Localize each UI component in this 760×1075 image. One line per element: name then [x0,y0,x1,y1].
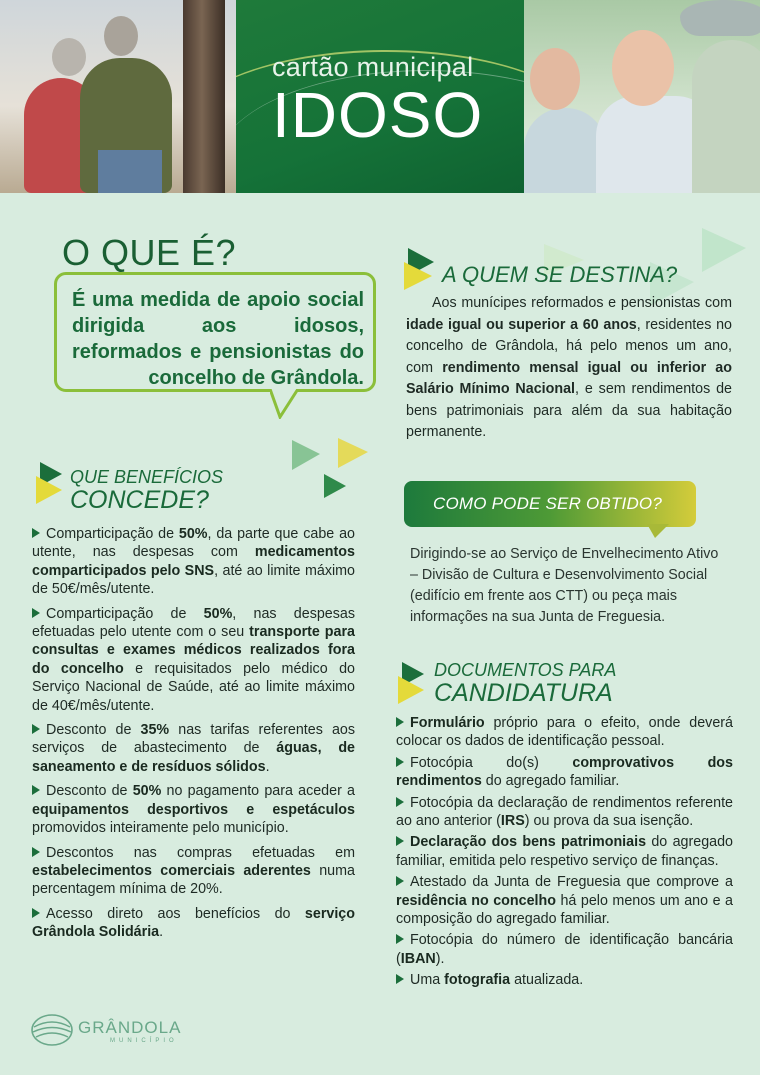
bullet-arrow-icon [32,908,40,918]
list-item [396,833,733,870]
bold-text: IRS [500,813,525,830]
text-segment: . [265,758,270,775]
list-item [396,754,733,791]
bold-text: rendimento mensal igual ou inferior ao Salário Mínimo Nacional [406,359,732,397]
bold-text: Formulário [410,715,485,731]
list-item [32,905,355,942]
text-segment: , residentes no concelho de Grândola, há pelo menos um ano, com [406,316,732,376]
bullet-arrow-icon [32,608,40,618]
obtain-text: Dirigindo-se ao Serviço de Envelhecimento Ativo – Divisão de Cultura e Desenvolvimento Social (edifício em frente aos CTT) ou peça mais informações na sua Junta de Freguesia. [410,546,719,625]
text-segment: Comparticipação de [46,605,204,622]
bold-text: 50% [203,605,233,622]
banner-tail [647,524,671,540]
list-item [32,605,355,715]
text-segment: e requisitados pelo médico do Serviço Nacional de Saúde, até ao limite máximo de 40€/mês/utente. [32,660,355,714]
text-segment: , até ao limite máximo de 50€/mês/utente. [32,562,355,598]
text-segment: Uma [410,972,445,989]
triangle-bullet-icon [36,462,66,506]
text-segment: , nas despesas efetuadas pelo utente com o seu [32,605,356,641]
bullet-arrow-icon [396,934,404,944]
text-segment: no pagamento para aceder a [161,783,355,800]
documents-title-big: CANDIDATURA [434,679,613,707]
bold-text: medicamentos comparticipados pelo SNS [32,544,355,579]
bullet-arrow-icon [396,836,404,846]
text-segment: Fotocópia do(s) [410,754,573,771]
benefits-title-big: CONCEDE? [70,486,209,514]
bold-text: fotografia [444,972,511,989]
bold-text: serviço Grândola Solidária [32,905,355,941]
text-segment: Descontos nas compras efetuadas em [46,844,355,861]
documents-list [396,714,733,993]
text-segment: , da parte que cabe ao utente, nas despesas com [32,526,355,561]
text-segment: Fotocópia da declaração de rendimentos referente ao ano anterior ( [396,794,733,830]
bold-text: IBAN [400,950,436,967]
bullet-arrow-icon [32,528,40,538]
text-segment: nas tarifas referentes aos serviços de abastecimento de [32,722,356,757]
text-segment: numa percentagem mínima de 20%. [32,862,355,898]
header-banner [0,0,760,193]
bullet-arrow-icon [396,974,404,984]
triangle-bullet-icon [398,662,428,706]
text-segment: do agregado familiar, emitida pelo respetivo serviço de finanças. [396,834,733,869]
list-item [396,794,733,831]
bold-text: Declaração dos bens patrimoniais [410,834,647,851]
card-title: IDOSO [272,79,484,151]
text-segment: Comparticipação de [46,526,179,542]
bold-text: águas, de saneamento e de resíduos sólidos [32,740,355,775]
bullet-arrow-icon [32,724,40,734]
text-segment: . [159,924,164,941]
obtain-title: COMO PODE SER OBTIDO? [433,494,663,513]
text-segment: ). [435,950,445,967]
bullet-arrow-icon [32,785,40,795]
list-item [396,931,733,968]
speech-bubble-tail [270,389,304,419]
text-segment: ) ou prova da sua isenção. [524,813,694,830]
triangle-decoration-icon [290,436,380,502]
triangle-bullet-icon [404,248,438,292]
benefits-list [32,525,355,948]
bold-text: 50% [178,526,208,542]
logo-name: GRÂNDOLA [78,1018,182,1037]
bold-text: 35% [140,722,170,739]
text-segment: Desconto de [46,783,133,800]
list-item [396,873,733,928]
bold-text: transporte para consultas e exames médicos realizados fora do concelho [32,624,355,677]
documents-title-small: DOCUMENTOS PARA [434,660,617,680]
list-item [396,971,733,989]
text-segment: , e sem rendimentos de bens patrimoniais para além da sua habitação permanente. [406,381,732,440]
card-subtitle: cartão municipal [272,52,474,82]
list-item [32,844,355,899]
text-segment: Aos munícipes reformados e pensionistas com [432,295,732,311]
text-segment: Desconto de [46,722,141,739]
who-text [406,293,732,444]
couple-photo [0,0,236,193]
bold-text: 50% [132,783,162,800]
logo-subtitle: MUNICÍPIO [110,1038,178,1044]
bullet-arrow-icon [396,876,404,886]
bold-text: estabelecimentos comerciais aderentes [32,862,311,879]
elderly-men-photo [524,0,760,193]
bullet-arrow-icon [396,717,404,727]
bullet-arrow-icon [396,757,404,767]
text-segment: Acesso direto aos benefícios do [46,905,305,922]
grandola-logo-icon [30,1013,74,1047]
bold-text: residência no concelho [396,892,556,909]
list-item [32,782,355,837]
text-segment: próprio para o efeito, onde deverá colocar os dados de identificação pessoal. [396,715,733,750]
bullet-arrow-icon [32,847,40,857]
text-segment: Atestado da Junta de Freguesia que comprove a [410,874,733,891]
bold-text: equipamentos desportivos e espetáculos [32,801,355,818]
bold-text: idade igual ou superior a 60 anos [406,316,637,333]
list-item [32,525,355,599]
what-is-title: O QUE É? [62,232,237,273]
bullet-arrow-icon [396,797,404,807]
text-segment: do agregado familiar. [481,773,620,790]
text-segment: há pelo menos um ano e a composição do agregado familiar. [396,892,733,928]
text-segment: promovidos inteiramente pelo município. [32,820,289,837]
benefits-title-small: QUE BENEFÍCIOS [70,467,224,487]
text-segment: atualizada. [510,972,584,989]
text-segment: Fotocópia do número de identificação bancária ( [396,932,733,967]
bold-text: comprovativos dos rendimentos [396,754,733,790]
list-item [32,721,355,776]
what-is-text: É uma medida de apoio social dirigida aos idosos, reformados e pensionistas do concelho de Grândola. [72,289,364,389]
list-item [396,714,733,751]
title-panel [236,0,524,193]
who-title: A QUEM SE DESTINA? [442,262,678,287]
